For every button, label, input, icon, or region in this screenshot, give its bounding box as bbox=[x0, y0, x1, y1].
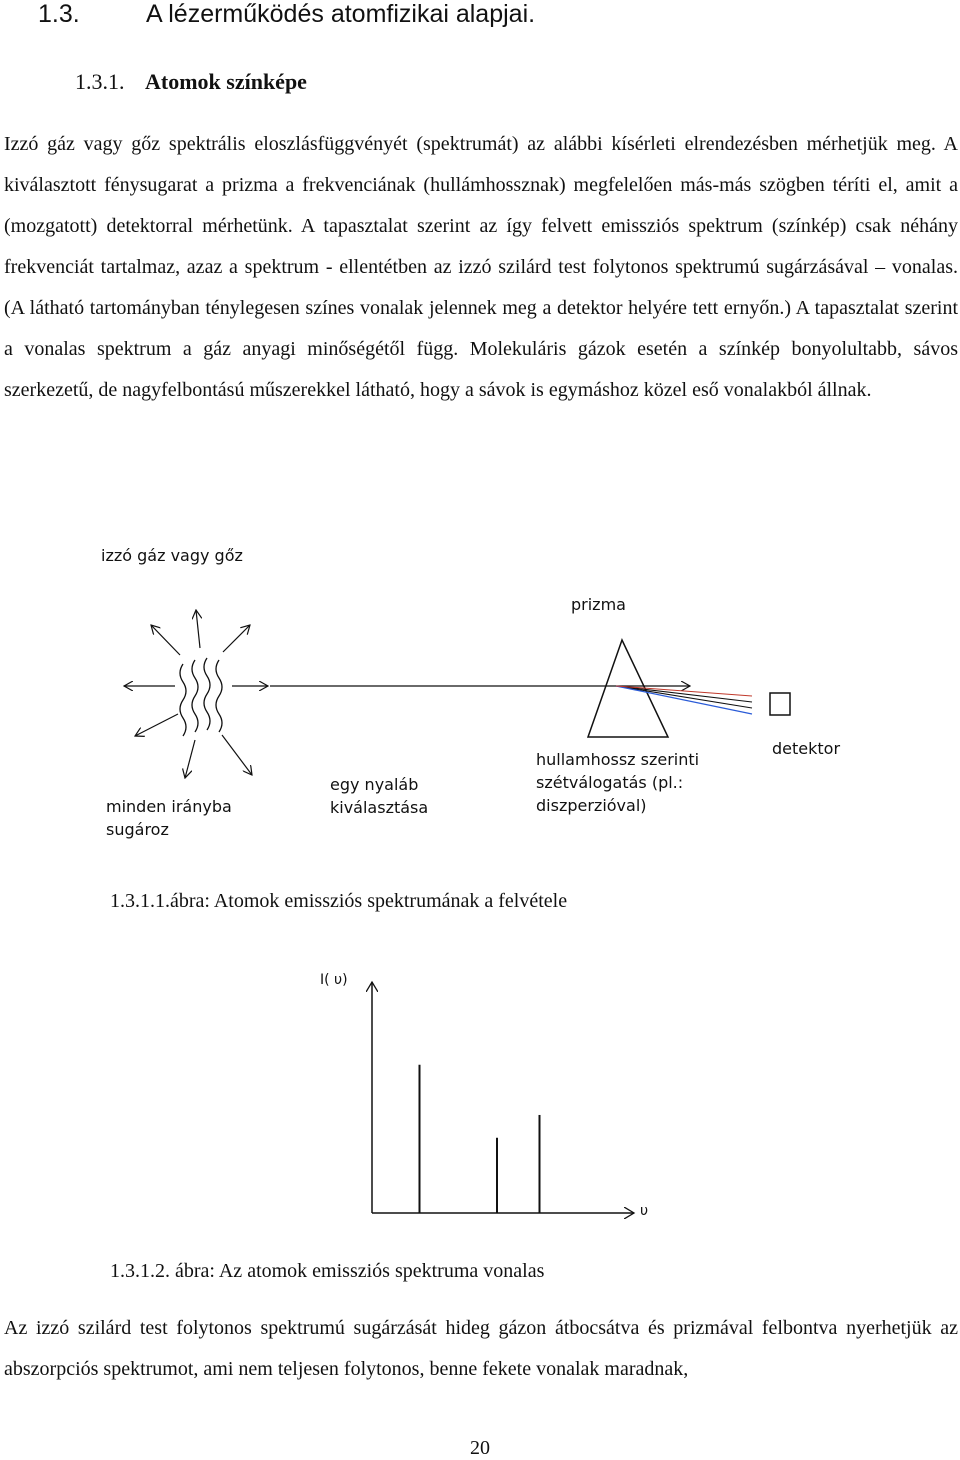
label-beam-line-2: kiválasztása bbox=[330, 798, 429, 817]
subsection-number: 1.3.1. bbox=[75, 69, 125, 94]
spectrum-lines bbox=[420, 1065, 540, 1213]
label-prism: prizma bbox=[571, 595, 626, 614]
label-radiates-line-1: minden irányba bbox=[106, 797, 232, 816]
figure-1-caption: 1.3.1.1.ábra: Atomok emissziós spektrumának a felvétele bbox=[110, 890, 568, 912]
x-axis-label: υ bbox=[640, 1203, 649, 1219]
paragraph-1: Izzó gáz vagy gőz spektrális eloszlásfüggvényét (spektrumát) az alábbi kísérleti elrendezésben mérhetjük meg. A kiválasztott fénysugarat a prizma a frekvenciának (hullámhossznak) megfelelően más-más szögben téríti el, amit a (mozgatott) detektorral mérhetünk. A tapasztalat szerint az így felvett emissziós spektrum (színkép) csak néhány frekvenciát tartalmaz, azaz a spektrum - ellentétben az izzó szilárd test folytonos spektrumú sugárzásával – vonalas. (A látható tartományban ténylegesen színes vonalak jelennek meg a detektor helyére tett ernyőn.) A tapasztalat szerint a vonalas spektrum a gáz anyagi minőségétől függ. Molekuláris gázok esetén a színkép bonyolultabb, sávos szerkezetű, de nagyfelbontású műszerekkel látható, hogy a sávok is egymáshoz közel eső vonalakból állnak. bbox=[4, 133, 958, 401]
paragraph-2: Az izzó szilárd test folytonos spektrumú sugárzását hideg gázon átbocsátva és prizmával felbontva nyerhetjük az abszorpciós spektrumot, ami nem teljesen folytonos, benne fekete vonalak maradnak, bbox=[4, 1317, 958, 1380]
y-axis-label: I( υ) bbox=[320, 972, 348, 988]
label-beam-line-1: egy nyaláb bbox=[330, 775, 419, 794]
label-glowing-gas: izzó gáz vagy gőz bbox=[101, 546, 243, 565]
label-radiates-line-2: sugároz bbox=[106, 820, 169, 839]
label-separation-line-2: szétválogatás (pl.: bbox=[536, 773, 684, 792]
label-separation-line-1: hullamhossz szerinti bbox=[536, 750, 700, 769]
figure-2-caption: 1.3.1.2. ábra: Az atomok emissziós spektruma vonalas bbox=[110, 1260, 545, 1282]
subsection-title: Atomok színképe bbox=[145, 69, 307, 94]
section-title: A lézerműködés atomfizikai alapjai. bbox=[146, 0, 536, 28]
label-separation-line-3: diszperzióval) bbox=[536, 796, 647, 815]
page-number: 20 bbox=[470, 1437, 490, 1459]
label-detector: detektor bbox=[772, 739, 841, 758]
section-number: 1.3. bbox=[38, 0, 80, 28]
